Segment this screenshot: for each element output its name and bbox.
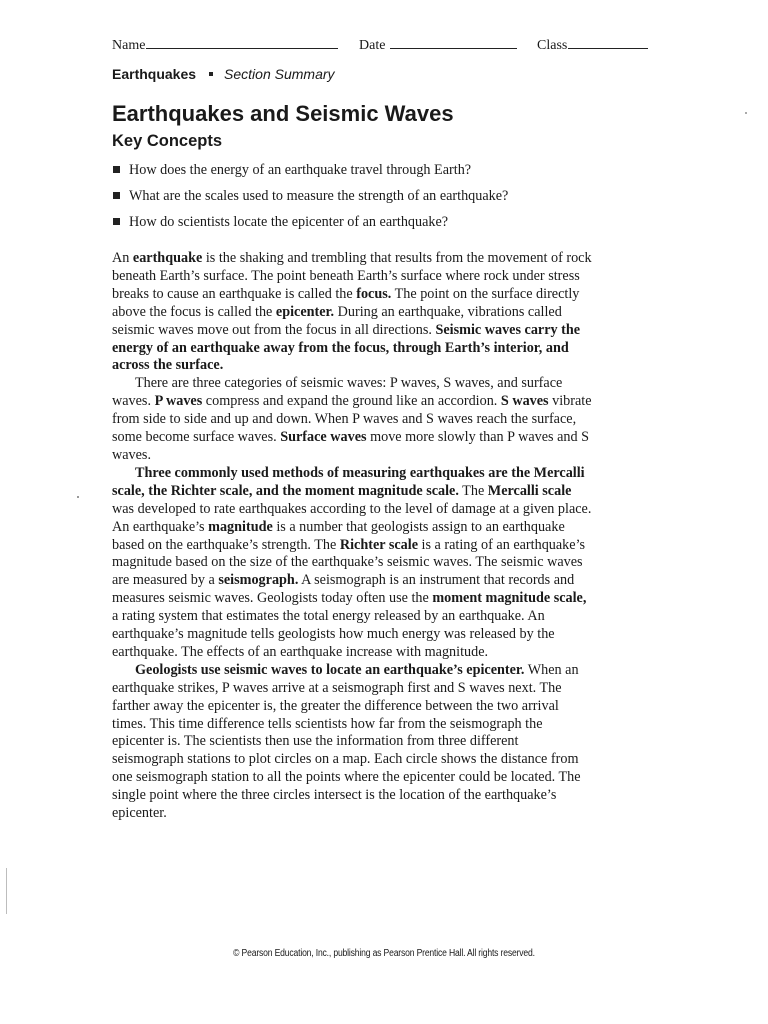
summary-paragraph — [112, 662, 592, 823]
chapter-name: Earthquakes — [112, 66, 197, 82]
bold-term: earthquake — [132, 250, 203, 266]
text-run: is a number that geologists assign to an earthquake based on the earthquake’s strength. The — [112, 518, 565, 553]
class-label: Class — [537, 38, 568, 53]
bold-term: Three commonly used methods of measuring earthquakes are the Mercalli scale, the Richter scale, and the moment magnitude scale. — [112, 464, 585, 499]
page-title: Earthquakes and Seismic Waves — [112, 101, 454, 126]
list-item — [112, 186, 508, 212]
square-bullet-icon — [113, 166, 120, 173]
name-field[interactable] — [112, 36, 338, 54]
key-concept-text: How does the energy of an earthquake travel through Earth? — [129, 162, 472, 178]
class-blank-line[interactable] — [568, 36, 648, 49]
date-label: Date — [359, 38, 386, 53]
list-item — [112, 212, 508, 238]
text-run: move more slowly than P waves and S waves. — [112, 429, 590, 463]
scan-artifact — [745, 112, 747, 114]
key-concepts-heading: Key Concepts — [112, 132, 223, 150]
separator-bullet-icon — [209, 72, 213, 76]
bold-term: magnitude — [208, 518, 273, 535]
text-run: a rating system that estimates the total energy released by an earthquake. An earthquake’s magnitude tells geologists how much energy was released by the earthquake. The effects of an earthquake increase with magnitude. — [112, 608, 555, 660]
name-label: Name — [112, 38, 146, 53]
text-run: When an earthquake strikes, P waves arrive at a seismograph first and S waves next. The farther away the epicenter is, the greater the difference between the two arrival times. This time difference tells scientists how far from the seismograph the epicenter is. The scientists then use the information from three different seismograph stations to plot circles on a map. Each circle shows the distance from one seismograph station to all the points where the epicenter could be located. The single point where the three circles intersect is the location of the earthquake’s epicenter. — [112, 661, 581, 822]
bold-term: Geologists use seismic waves to locate an earthquake’s epicenter. — [135, 661, 525, 678]
key-concept-text: What are the scales used to measure the strength of an earthquake? — [129, 188, 509, 204]
text-run: is the shaking and trembling that results from the movement of rock beneath Earth’s surface. The point beneath Earth’s surface where rock under stress breaks to cause an earthquake is called the — [112, 250, 592, 302]
text-run: The — [458, 482, 488, 499]
bold-term: epicenter. — [275, 303, 335, 320]
summary-paragraph — [112, 465, 592, 662]
summary-paragraph — [112, 250, 592, 375]
text-run: was developed to rate earthquakes according to the level of damage at a given place. An earthquake’s — [112, 500, 592, 535]
bold-term: moment magnitude scale, — [432, 590, 587, 607]
summary-body — [112, 250, 592, 823]
text-run: is a rating of an earthquake’s magnitude based on the size of the earthquake’s seismic waves. The seismic waves are measured by a — [112, 536, 586, 589]
bold-term: Mercalli scale — [487, 482, 572, 499]
text-run: There are three categories of seismic waves: P waves, S waves, and surface waves. — [112, 375, 563, 410]
summary-paragraph — [112, 375, 592, 465]
copyright-footer: © Pearson Education, Inc., publishing as Pearson Prentice Hall. All rights reserved. — [233, 948, 535, 959]
bold-term: seismograph. — [218, 572, 299, 589]
date-field[interactable] — [359, 36, 517, 54]
bold-term: Seismic waves carry the energy of an earthquake away from the focus, through Earth’s interior, and across the surface. — [112, 321, 581, 374]
bold-term: S waves — [500, 393, 549, 410]
bold-term: Richter scale — [339, 536, 418, 553]
section-type: Section Summary — [224, 66, 335, 82]
name-blank-line[interactable] — [146, 36, 338, 49]
text-run: vibrate from side to side and up and down. When P waves and S waves reach the surface, some become surface waves. — [112, 393, 592, 446]
key-concepts-list — [112, 160, 508, 238]
text-run: During an earthquake, vibrations called seismic waves move out from the focus in all directions. — [112, 303, 562, 338]
student-info-header — [112, 36, 657, 56]
bold-term: P waves — [154, 393, 203, 410]
text-run: An — [112, 250, 133, 266]
scan-artifact — [6, 868, 7, 914]
square-bullet-icon — [113, 192, 120, 199]
date-blank-line[interactable] — [390, 36, 517, 49]
text-run: compress and expand the ground like an accordion. — [202, 393, 501, 410]
list-item — [112, 160, 508, 186]
key-concept-text: How do scientists locate the epicenter of an earthquake? — [129, 214, 449, 230]
bold-term: Surface waves — [280, 429, 367, 446]
text-run: The point on the surface directly above the focus is called the — [112, 285, 580, 320]
scan-artifact — [77, 496, 79, 498]
text-run: A seismograph is an instrument that records and measures seismic waves. Geologists today often use the — [112, 572, 575, 607]
class-field[interactable] — [537, 36, 648, 54]
bold-term: focus. — [356, 285, 392, 302]
section-breadcrumb — [112, 66, 335, 82]
square-bullet-icon — [113, 218, 120, 225]
